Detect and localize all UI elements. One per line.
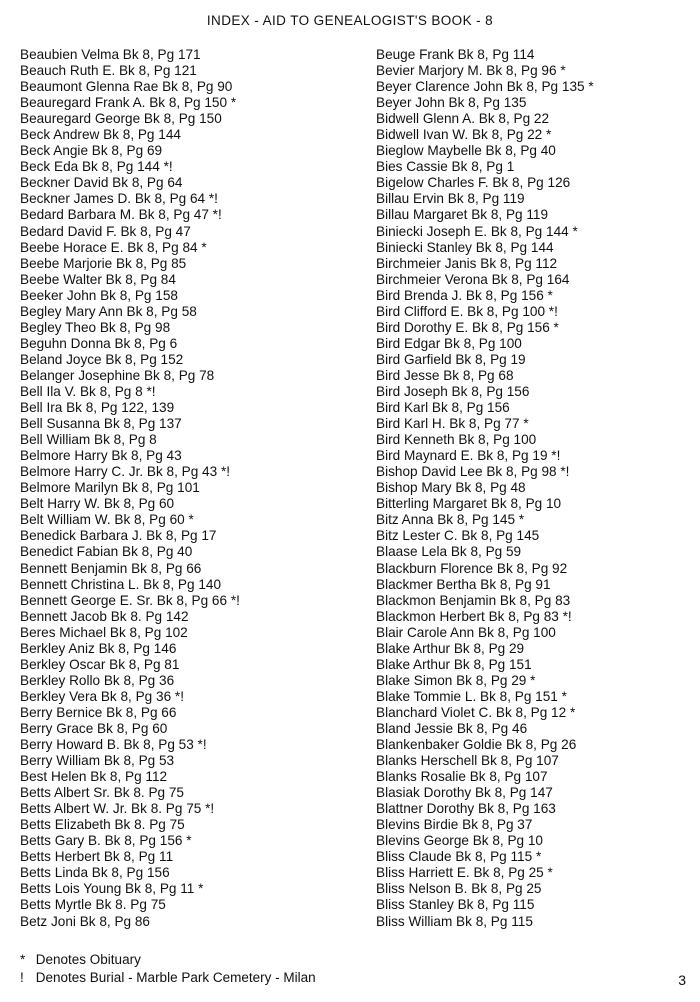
index-entry: Bitz Lester C. Bk 8, Pg 145 (376, 528, 540, 544)
page-number: 3 (678, 972, 686, 988)
index-entry: Blackmer Bertha Bk 8, Pg 91 (376, 576, 551, 592)
legend-item-burial (20, 969, 316, 987)
index-entry: Blattner Dorothy Bk 8, Pg 163 (376, 801, 556, 817)
index-entry: Bidwell Glenn A. Bk 8, Pg 22 (376, 111, 550, 127)
legend-text: Denotes Obituary (35, 952, 141, 967)
index-entry: Beeker John Bk 8, Pg 158 (20, 287, 178, 303)
index-entry: Blackburn Florence Bk 8, Pg 92 (376, 560, 568, 576)
index-entry: Beres Michael Bk 8, Pg 102 (20, 624, 188, 640)
legend-item-obituary (20, 951, 316, 969)
index-entry: Best Helen Bk 8, Pg 112 (20, 769, 168, 785)
index-entry: Benedict Fabian Bk 8, Pg 40 (20, 544, 193, 560)
index-entry: Birchmeier Janis Bk 8, Pg 112 (376, 255, 558, 271)
index-entry: Betts Gary B. Bk 8, Pg 156 * (20, 833, 192, 849)
index-entry: Bird Kenneth Bk 8, Pg 100 (376, 432, 537, 448)
index-entry: Berry Grace Bk 8, Pg 60 (20, 720, 168, 736)
index-entry: Blevins George Bk 8, Pg 10 (376, 833, 543, 849)
index-entry: Billau Ervin Bk 8, Pg 119 (376, 191, 525, 207)
index-entry: Bennett Christina L. Bk 8, Pg 140 (20, 576, 222, 592)
index-entry: Bennett Jacob Bk 8. Pg 142 (20, 608, 189, 624)
index-entry: Betz Joni Bk 8, Pg 86 (20, 913, 150, 929)
index-entry: Bird Karl Bk 8, Pg 156 (376, 400, 510, 416)
index-entry: Belt William W. Bk 8, Pg 60 * (20, 512, 194, 528)
index-entry: Berkley Aniz Bk 8, Pg 146 (20, 640, 177, 656)
index-entry: Blevins Birdie Bk 8, Pg 37 (376, 817, 533, 833)
index-entry: Bird Clifford E. Bk 8, Pg 100 *! (376, 303, 558, 319)
index-entry: Bird Dorothy E. Bk 8, Pg 156 * (376, 319, 559, 335)
index-entry: Berkley Rollo Bk 8, Pg 36 (20, 672, 175, 688)
index-entry: Bitterling Margaret Bk 8, Pg 10 (376, 496, 562, 512)
index-entry: Betts Herbert Bk 8, Pg 11 (20, 849, 174, 865)
index-entry: Beauregard George Bk 8, Pg 150 (20, 111, 222, 127)
index-entry: Beguhn Donna Bk 8, Pg 6 (20, 335, 178, 351)
index-entry: Belanger Josephine Bk 8, Pg 78 (20, 367, 215, 383)
index-entry: Bell William Bk 8, Pg 8 (20, 432, 157, 448)
index-entry: Blanks Herschell Bk 8, Pg 107 (376, 753, 559, 769)
index-entry: Blair Carole Ann Bk 8, Pg 100 (376, 624, 556, 640)
index-entry: Bland Jessie Bk 8, Pg 46 (376, 720, 528, 736)
index-entry: Beyer John Bk 8, Pg 135 (376, 95, 527, 111)
index-entry: Beauch Ruth E. Bk 8, Pg 121 (20, 63, 197, 79)
index-entry: Bishop Mary Bk 8, Pg 48 (376, 480, 526, 496)
index-column-left (20, 47, 350, 930)
index-entry: Bird Maynard E. Bk 8, Pg 19 *! (376, 448, 561, 464)
index-entry: Belmore Harry C. Jr. Bk 8, Pg 43 *! (20, 464, 231, 480)
index-entry: Bliss William Bk 8, Pg 115 (376, 913, 533, 929)
index-entry: Betts Albert W. Jr. Bk 8. Pg 75 *! (20, 801, 215, 817)
index-entry: Beaumont Glenna Rae Bk 8, Pg 90 (20, 79, 233, 95)
index-entry: Bennett Benjamin Bk 8, Pg 66 (20, 560, 202, 576)
index-entry: Bies Cassie Bk 8, Pg 1 (376, 159, 515, 175)
index-entry: Berry William Bk 8, Pg 53 (20, 753, 175, 769)
index-entry: Bidwell Ivan W. Bk 8, Pg 22 * (376, 127, 552, 143)
index-entry: Bevier Marjory M. Bk 8, Pg 96 * (376, 63, 566, 79)
index-entry: Benedick Barbara J. Bk 8, Pg 17 (20, 528, 217, 544)
index-entry: Bitz Anna Bk 8, Pg 145 * (376, 512, 525, 528)
index-entry: Bell Susanna Bk 8, Pg 137 (20, 416, 182, 432)
index-entry: Bliss Claude Bk 8, Pg 115 * (376, 849, 542, 865)
index-entry: Bird Jesse Bk 8, Pg 68 (376, 367, 514, 383)
index-entry: Bell Ila V. Bk 8, Pg 8 *! (20, 383, 156, 399)
index-entry: Blasiak Dorothy Bk 8, Pg 147 (376, 785, 553, 801)
index-entry: Blanchard Violet C. Bk 8, Pg 12 * (376, 704, 576, 720)
index-entry: Beck Andrew Bk 8, Pg 144 (20, 127, 181, 143)
index-entry: Bird Joseph Bk 8, Pg 156 (376, 383, 530, 399)
index-entry: Begley Mary Ann Bk 8, Pg 58 (20, 303, 197, 319)
index-entry: Blankenbaker Goldie Bk 8, Pg 26 (376, 737, 577, 753)
legend (20, 951, 316, 987)
index-entry: Berkley Vera Bk 8, Pg 36 *! (20, 688, 184, 704)
index-entry: Beaubien Velma Bk 8, Pg 171 (20, 47, 201, 62)
index-entry: Beck Eda Bk 8, Pg 144 *! (20, 159, 173, 175)
index-entry: Betts Elizabeth Bk 8. Pg 75 (20, 817, 185, 833)
index-entry: Blanks Rosalie Bk 8, Pg 107 (376, 769, 548, 785)
index-entry: Birchmeier Verona Bk 8, Pg 164 (376, 271, 570, 287)
index-entry: Biniecki Joseph E. Bk 8, Pg 144 * (376, 223, 578, 239)
index-entry: Berry Howard B. Bk 8, Pg 53 *! (20, 737, 207, 753)
index-entry: Betts Lois Young Bk 8, Pg 11 * (20, 881, 204, 897)
index-entry: Beyer Clarence John Bk 8, Pg 135 * (376, 79, 594, 95)
index-entry: Bishop David Lee Bk 8, Pg 98 *! (376, 464, 570, 480)
index-entry: Bennett George E. Sr. Bk 8, Pg 66 *! (20, 592, 240, 608)
index-entry: Blackmon Herbert Bk 8, Pg 83 *! (376, 608, 572, 624)
index-entry: Blake Arthur Bk 8, Pg 29 (376, 640, 525, 656)
index-entry: Begley Theo Bk 8, Pg 98 (20, 319, 171, 335)
index-entry: Bird Karl H. Bk 8, Pg 77 * (376, 416, 529, 432)
index-entry: Bigelow Charles F. Bk 8, Pg 126 (376, 175, 571, 191)
index-entry: Bedard Barbara M. Bk 8, Pg 47 *! (20, 207, 222, 223)
index-entry: Blackmon Benjamin Bk 8, Pg 83 (376, 592, 571, 608)
index-entry: Blake Tommie L. Bk 8, Pg 151 * (376, 688, 567, 704)
index-column-right (376, 47, 676, 930)
index-entry: Belmore Harry Bk 8, Pg 43 (20, 448, 182, 464)
index-entry: Blake Simon Bk 8, Pg 29 * (376, 672, 536, 688)
index-entry: Bedard David F. Bk 8, Pg 47 (20, 223, 191, 239)
index-entry: Beckner James D. Bk 8, Pg 64 *! (20, 191, 218, 207)
index-entry: Belt Harry W. Bk 8, Pg 60 (20, 496, 175, 512)
page-title: INDEX - AID TO GENEALOGIST'S BOOK - 8 (206, 13, 494, 28)
legend-symbol: * (20, 952, 26, 967)
legend-symbol: ! (20, 970, 24, 985)
index-entry: Beebe Horace E. Bk 8, Pg 84 * (20, 239, 207, 255)
index-entry: Betts Myrtle Bk 8. Pg 75 (20, 897, 166, 913)
index-entry: Berkley Oscar Bk 8, Pg 81 (20, 656, 180, 672)
index-entry: Beckner David Bk 8, Pg 64 (20, 175, 183, 191)
index-entry: Bliss Nelson B. Bk 8, Pg 25 (376, 881, 542, 897)
index-entry: Bliss Harriett E. Bk 8, Pg 25 * (376, 865, 553, 881)
index-entry: Beland Joyce Bk 8, Pg 152 (20, 351, 184, 367)
index-entry: Blake Arthur Bk 8, Pg 151 (376, 656, 532, 672)
index-entry: Beck Angie Bk 8, Pg 69 (20, 143, 163, 159)
index-entry: Bliss Stanley Bk 8, Pg 115 (376, 897, 535, 913)
index-entry: Bird Brenda J. Bk 8, Pg 156 * (376, 287, 553, 303)
index-entry: Biniecki Stanley Bk 8, Pg 144 (376, 239, 554, 255)
index-entry: Berry Bernice Bk 8, Pg 66 (20, 704, 177, 720)
index-entry: Beebe Walter Bk 8, Pg 84 (20, 271, 176, 287)
index-entry: Bell Ira Bk 8, Pg 122, 139 (20, 400, 175, 416)
index-entry: Bird Garfield Bk 8, Pg 19 (376, 351, 526, 367)
index-entry: Bieglow Maybelle Bk 8, Pg 40 (376, 143, 556, 159)
index-entry: Betts Linda Bk 8, Pg 156 (20, 865, 170, 881)
index-entry: Beebe Marjorie Bk 8, Pg 85 (20, 255, 187, 271)
index-entry: Beuge Frank Bk 8, Pg 114 (376, 47, 535, 62)
index-entry: Bird Edgar Bk 8, Pg 100 (376, 335, 522, 351)
index-entry: Beauregard Frank A. Bk 8, Pg 150 * (20, 95, 237, 111)
index-entry: Billau Margaret Bk 8, Pg 119 (376, 207, 549, 223)
index-entry: Blaase Lela Bk 8, Pg 59 (376, 544, 522, 560)
legend-text: Denotes Burial - Marble Park Cemetery - Milan (35, 970, 316, 985)
index-entry: Betts Albert Sr. Bk 8. Pg 75 (20, 785, 184, 801)
index-entry: Belmore Marilyn Bk 8, Pg 101 (20, 480, 200, 496)
